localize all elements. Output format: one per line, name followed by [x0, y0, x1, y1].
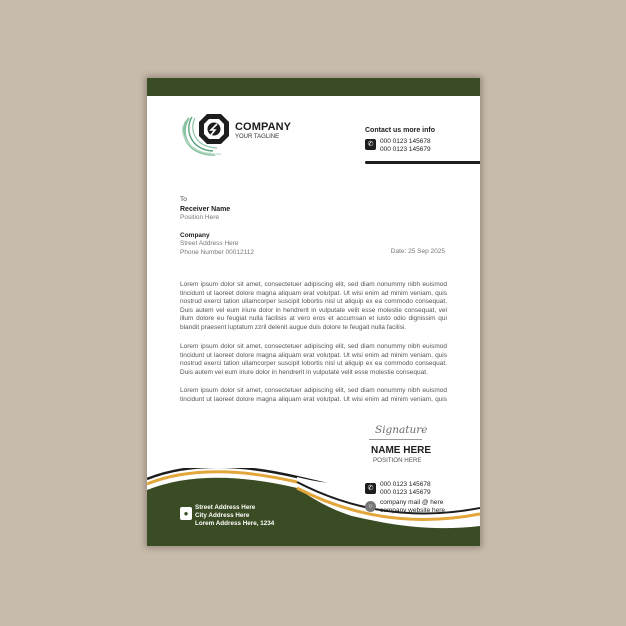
body-line: nostrud exerci tation ullamcorper suscipit lobortis nisl ut aliquip ex ea commodo consequat.	[180, 298, 447, 306]
body-line: Duis autem vel eum iriure dolor in hendrerit in vulputate velit esse molestie consequat.	[180, 368, 428, 376]
receiver-street: Street Address Here	[180, 240, 239, 247]
header-divider	[365, 161, 480, 164]
footer-phone-1: 000 0123 145678	[380, 481, 431, 488]
signatory-position: POSITION HERE	[373, 457, 422, 464]
signatory-name: NAME HERE	[371, 445, 432, 456]
globe-icon: ○	[365, 501, 376, 512]
body-line: Duis autem vel eum iriure dolor in hendrerit in vulputate velit esse molestie consequat, vel	[180, 306, 447, 314]
body-line: tincidunt ut laoreet dolore magna aliquam erat volutpat. Ut wisi enim ad minim veniam, quis	[180, 351, 447, 359]
header-phone-2: 000 0123 145679	[380, 146, 431, 153]
company-logo-icon	[177, 110, 241, 160]
footer-website: company website here	[380, 507, 446, 514]
letterhead-page	[147, 78, 480, 546]
header-phone-1: 000 0123 145678	[380, 138, 431, 145]
footer-street: Street Address Here	[195, 504, 256, 511]
contact-title: Contact us more info	[365, 127, 436, 134]
body-line: nostrud exerci tation ullamcorper suscipit lobortis nisl ut aliquip ex ea commodo consequat.	[180, 360, 447, 368]
location-pin-icon: ●	[180, 507, 192, 520]
company-tagline: YOUR TAGLINE	[235, 134, 280, 140]
body-line: tincidunt ut laoreet dolore magna aliquam erat volutpat. Ut wisi enim ad minim veniam, quis	[180, 289, 447, 297]
to-label: To	[180, 196, 187, 203]
body-line: Lorem ipsum dolor sit amet, consectetuer adipiscing elit, sed diam nonummy nibh euismod	[180, 343, 447, 350]
body-line: blandit praesent luptatum zzril delenit augue duis dolore te feugait nulla facilisi.	[180, 323, 407, 331]
recipient-block	[180, 196, 254, 257]
company-name: COMPANY	[235, 121, 292, 133]
body-line: tincidunt ut laoreet dolore magna aliquam erat volutpat. Ut wisi enim ad minim veniam, quis	[180, 395, 447, 403]
body-line: Lorem ipsum dolor sit amet, consectetuer adipiscing elit, sed diam nonummy nibh euismod	[180, 387, 447, 394]
phone-icon: ✆	[365, 483, 376, 494]
footer-email: company mail @ here	[380, 499, 444, 506]
signature-line	[369, 439, 422, 440]
signature-script: Signature	[375, 424, 428, 436]
body-paragraph-1	[180, 281, 447, 333]
footer-phone-2: 000 0123 145679	[380, 489, 431, 496]
letter-date: Date: 25 Sep 2025	[390, 248, 445, 255]
footer-city: City Address Here	[195, 512, 250, 519]
receiver-name: Receiver Name	[180, 205, 231, 213]
top-color-band	[147, 78, 480, 96]
body-paragraph-3	[180, 387, 447, 404]
body-paragraph-2	[180, 343, 447, 377]
body-line: Lorem ipsum dolor sit amet, consectetuer adipiscing elit, sed diam nonummy nibh euismod	[180, 281, 447, 288]
phone-icon: ✆	[365, 139, 376, 150]
receiver-company: Company	[180, 232, 210, 239]
receiver-position: Position Here	[180, 213, 220, 221]
body-line: illum dolore eu feugiat nulla facilisis at vero eros et accumsan et iusto odio dignissim qui	[180, 315, 447, 323]
footer-region: Lorem Address Here, 1234	[195, 520, 275, 527]
receiver-phone: Phone Number 00012112	[180, 248, 254, 256]
